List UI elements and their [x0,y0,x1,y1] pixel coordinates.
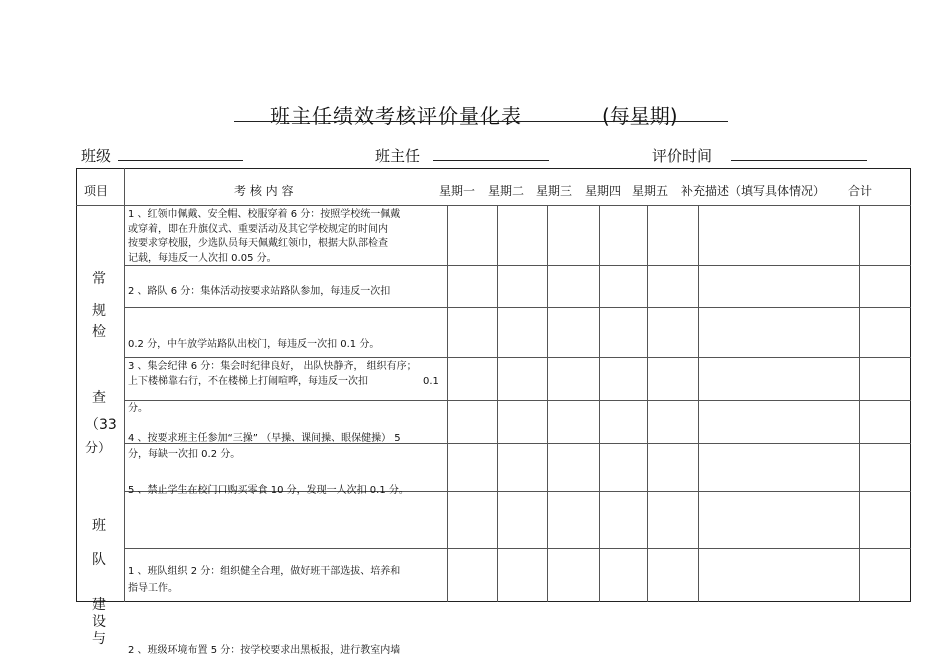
document-period: (每星期) [602,104,678,128]
row-assembly-text: 上下楼梯靠右行，不在楼梯上打闹喧哗，每违反一次扣 [128,376,368,387]
row-assembly-value: 0.1 [423,376,439,387]
document-title: 班主任绩效考核评价量化表 [270,104,522,128]
row-exercise-text: 4 、按要求班主任参加“三操” （早操、课间操、眼保健操） 5 [128,433,401,444]
row-uniform-line: 按要求穿校服，少选队员每天佩戴红领巾，根据大队部检查 [128,238,388,249]
category-team-char: 队 [92,552,106,568]
row-divider [124,307,911,308]
teacher-field-line[interactable] [433,160,549,161]
column-divider [547,205,548,602]
category-routine-char: 规 [92,303,106,319]
col-header-content: 考 核 内 容 [234,184,294,198]
category-routine-char: 查 [92,390,106,406]
class-label: 班级 [81,147,112,165]
category-team-char: 班 [92,518,106,534]
category-team-char: 设 [92,614,106,630]
col-header-total: 合计 [848,184,873,198]
category-routine-char: （33 [85,417,117,433]
col-header-mon: 星期一 [439,184,476,198]
row-uniform-line: 记载，每违反一人次扣 0.05 分。 [128,252,277,264]
column-divider [599,205,600,602]
column-divider [447,205,448,602]
row-lineup-continued: 0.2 分，中午放学站路队出校门，每违反一次扣 0.1 分。 [128,339,380,350]
row-uniform-line: 或穿着，即在升旗仪式、重要活动及其它学校规定的时间内 [128,223,388,235]
row-assembly-continued: 分。 [128,403,148,414]
col-header-supplement: 补充描述（填写具体情况） [681,184,826,198]
row-team-org-text: 指导工作。 [128,583,178,594]
col-header-item: 项目 [84,184,109,198]
row-lineup-text: 2 、路队 6 分：集体活动按要求站路队参加，每违反一次扣 [128,286,391,297]
category-routine-char: 常 [92,271,106,287]
row-divider [124,357,911,358]
row-uniform-line: 1 、红领巾佩戴、安全帽、校服穿着 6 分：按照学校统一佩戴 [128,209,401,220]
col-header-fri: 星期五 [632,184,669,198]
row-team-org-text: 1 、班队组织 2 分：组织健全合理，做好班干部选拔、培养和 [128,566,401,577]
row-assembly-text: 3 、集会纪律 6 分：集会时纪律良好， 出队快静齐， 组织有序； [128,361,417,372]
eval-time-field-line[interactable] [731,160,867,161]
column-divider [124,168,125,602]
title-underline [234,121,728,122]
eval-time-label: 评价时间 [652,147,713,165]
row-exercise-text: 分，每缺一次扣 0.2 分。 [128,449,241,460]
class-field-line[interactable] [118,160,243,161]
row-snacks-text: 5 、禁止学生在校门口购买零食 10 分，发现一人次扣 0.1 分。 [128,485,409,496]
column-divider [698,205,699,602]
row-classroom-env-text: 2 、班级环境布置 5 分：按学校要求出黑板报，进行教室内墙 [128,645,401,656]
row-divider [124,548,911,549]
col-header-wed: 星期三 [536,184,573,198]
category-routine-char: 检 [92,324,106,340]
header-row-divider [76,205,911,206]
category-routine-char: 分） [85,441,112,456]
teacher-label: 班主任 [375,147,421,165]
category-team-char: 与 [92,631,106,647]
col-header-tue: 星期二 [488,184,525,198]
column-divider [859,205,860,602]
column-divider [647,205,648,602]
col-header-thu: 星期四 [585,184,622,198]
row-divider [124,400,911,401]
category-team-char: 建 [92,597,106,613]
column-divider [497,205,498,602]
